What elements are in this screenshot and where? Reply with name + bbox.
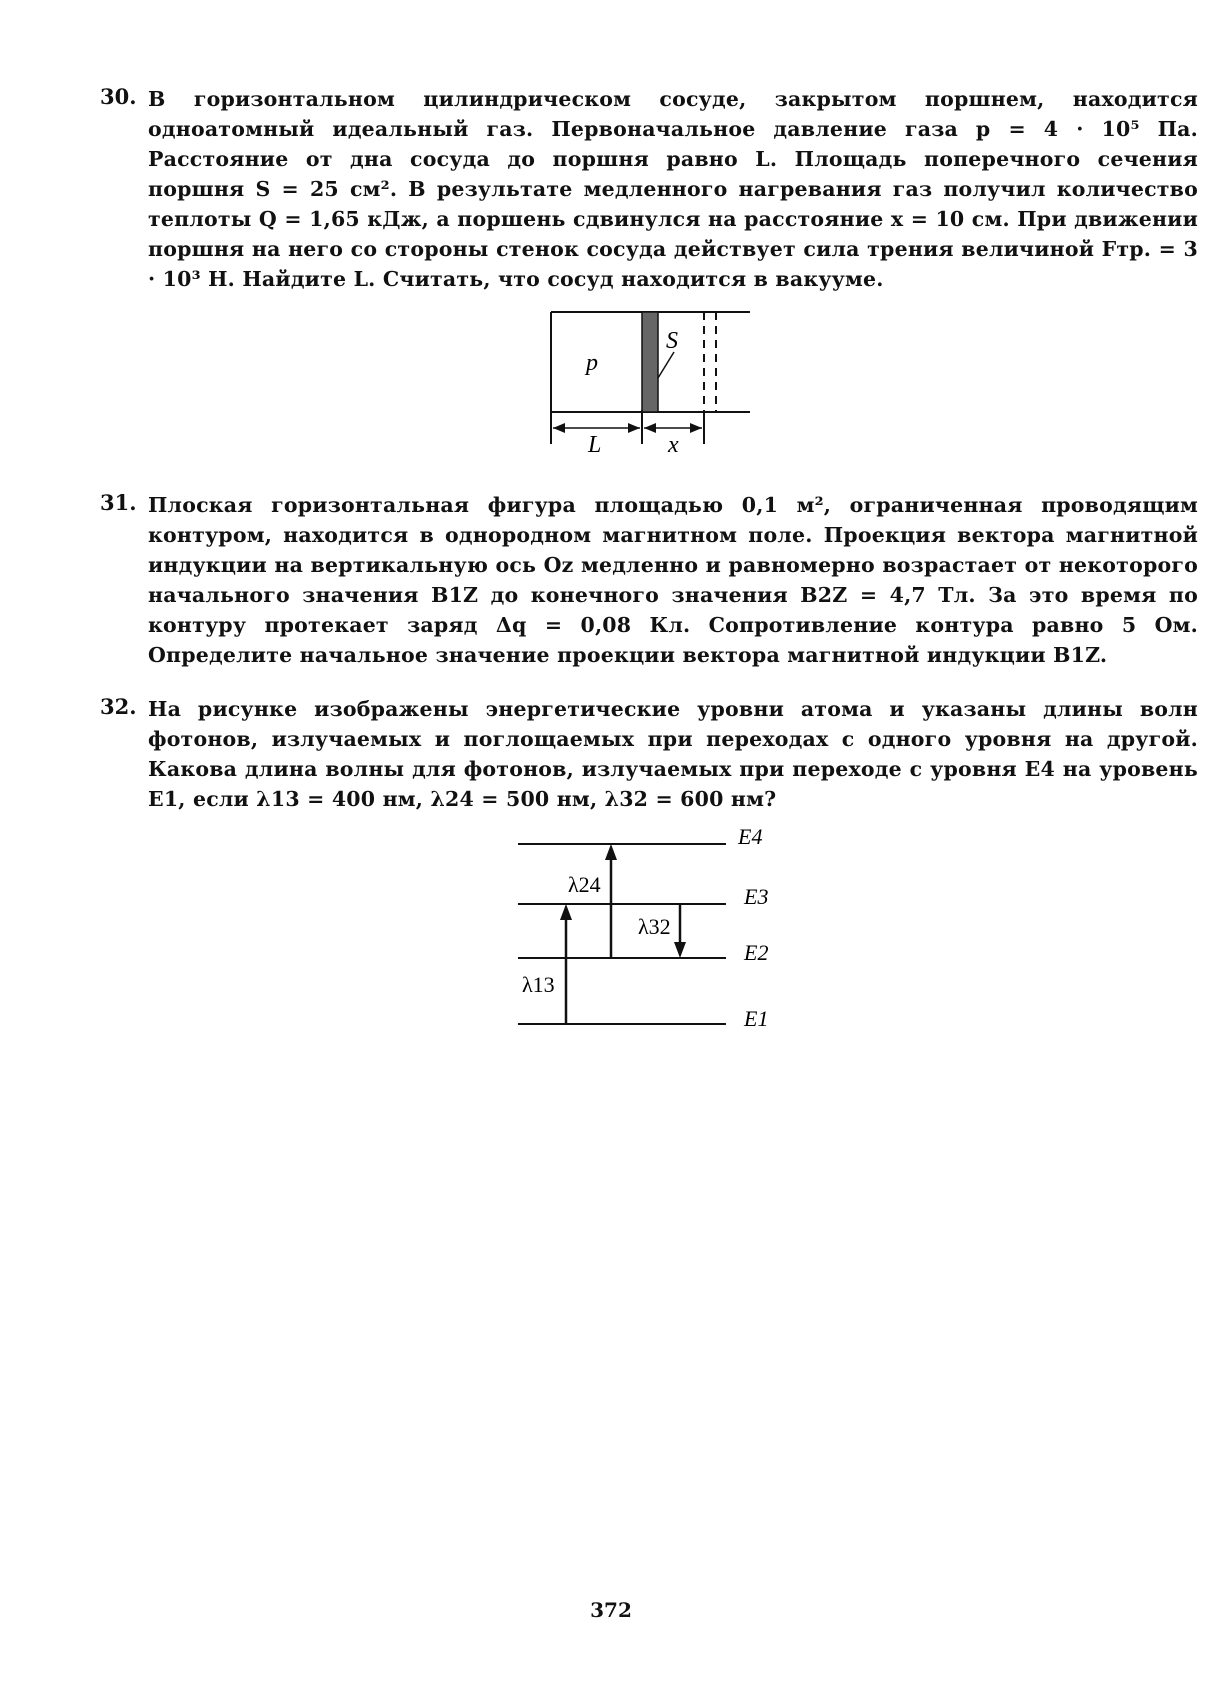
problem-32 — [100, 694, 1198, 814]
label-L: L — [588, 432, 602, 456]
problem-number: 32. — [100, 694, 137, 719]
label-E1: E1 — [744, 1006, 769, 1031]
arrow-x-left — [644, 423, 656, 433]
problem-31 — [100, 490, 1198, 670]
label-S: S — [666, 328, 678, 354]
problem-number: 30. — [100, 84, 137, 109]
label-E2: E2 — [744, 940, 769, 965]
label-lambda32: λ32 — [638, 914, 671, 939]
label-p: p — [586, 350, 598, 376]
problem-text: Плоская горизонтальная фигура площадью 0,1 м², ограниченная проводящим контуром, находится в однородном магнитном поле. Проекция вектора магнитной индукции на вертикальную ось Oz медленно и равномерно возрастает от некоторого начального значения B1Z до конечного значения B2Z = 4,7 Тл. За это время по контуру протекает заряд Δq = 0,08 Кл. Сопротивление контура равно 5 Ом. Определите начальное значение проекции вектора магнитной индукции B1Z. — [148, 493, 1198, 667]
problem-text: В горизонтальном цилиндрическом сосуде, закрытом поршнем, находится одноатомный идеальный газ. Первоначальное давление газа p = 4 · 10⁵ Па. Расстояние от дна сосуда до поршня равно L. Площадь поперечного сечения поршня S = 25 см². В результате медленного нагревания газ получил количество теплоты Q = 1,65 кДж, а поршень сдвинулся на расстояние x = 10 см. При движении поршня на него со стороны стенок сосуда действует сила трения величиной Fтр. = 3 · 10³ Н. Найдите L. Считать, что сосуд находится в вакууме. — [148, 87, 1198, 291]
label-lambda13: λ13 — [522, 972, 555, 997]
arrow-32-head — [674, 942, 686, 958]
label-S-leader — [658, 352, 674, 378]
problem-30 — [100, 84, 1198, 294]
page-number: 372 — [590, 1598, 632, 1622]
problem-text: На рисунке изображены энергетические уровни атома и указаны длины волн фотонов, излучаемых и поглощаемых при переходах с одного уровня на другой. Какова длина волны для фотонов, излучаемых при переходе с уровня E4 на уровень E1, если λ13 = 400 нм, λ24 = 500 нм, λ32 = 600 нм? — [148, 697, 1198, 811]
arrow-13-head — [560, 904, 572, 920]
label-E4: E4 — [738, 824, 763, 849]
label-x: x — [668, 432, 679, 456]
arrow-L-right — [628, 423, 640, 433]
piston — [642, 312, 658, 412]
energy-levels-figure — [500, 820, 800, 1040]
arrow-24-head — [605, 844, 617, 860]
arrow-x-right — [690, 423, 702, 433]
arrow-L-left — [553, 423, 565, 433]
piston-figure — [540, 306, 760, 456]
problem-number: 31. — [100, 490, 137, 515]
label-E3: E3 — [744, 884, 769, 909]
label-lambda24: λ24 — [568, 872, 601, 897]
